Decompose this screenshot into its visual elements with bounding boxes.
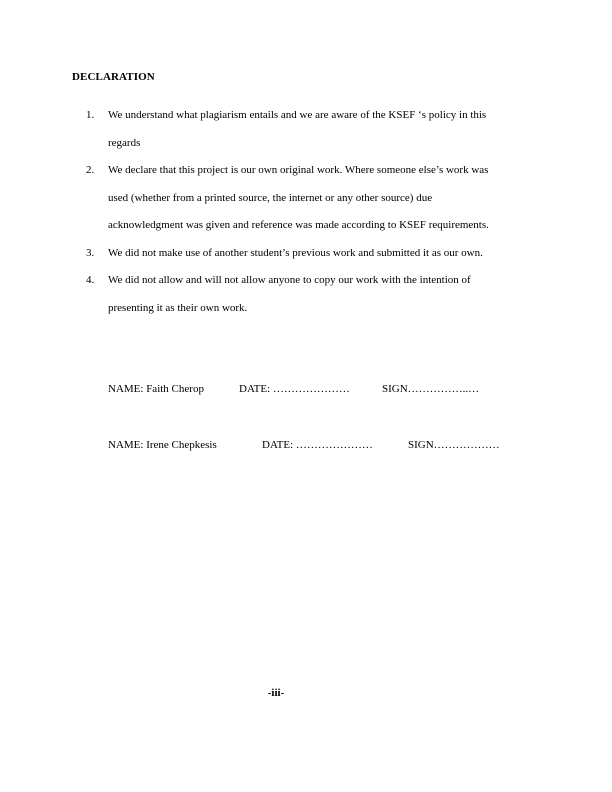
list-item-line: We understand what plagiarism entails and we are aware of the KSEF ‘s policy in this <box>108 109 487 121</box>
list-item-line: used (whether from a printed source, the internet or any other source) due <box>108 191 433 204</box>
declaration-list <box>86 102 536 322</box>
signature-row <box>108 439 500 487</box>
signatory-name: NAME: Irene Chepkesis <box>108 439 217 451</box>
date-field: DATE: ………………… <box>262 439 373 451</box>
list-item-line: regards <box>108 136 141 149</box>
list-item-line: presenting it as their own work. <box>108 301 248 314</box>
signatory-name: NAME: Faith Cherop <box>108 383 204 395</box>
list-item-line: We declare that this project is our own original work. Where someone else’s work was <box>108 164 489 176</box>
list-item <box>86 267 536 322</box>
list-item-number: 2. <box>86 164 95 176</box>
list-item <box>86 157 536 240</box>
page-title: DECLARATION <box>72 71 155 83</box>
list-item-line: We did not make use of another student’s previous work and submitted it as our own. <box>108 246 483 259</box>
list-item-number: 1. <box>86 109 95 121</box>
signature-row <box>108 383 480 431</box>
sign-field: SIGN……………..… <box>382 383 480 395</box>
list-item-line: acknowledgment was given and reference was made according to KSEF requirements. <box>108 219 489 231</box>
list-item-number: 4. <box>86 274 95 286</box>
sign-field: SIGN……………… <box>408 439 500 451</box>
list-item-line: We did not allow and will not allow anyone to copy our work with the intention of <box>108 274 471 286</box>
list-item <box>86 102 536 157</box>
list-item <box>86 240 536 268</box>
list-item-number: 3. <box>86 246 95 259</box>
date-field: DATE: ………………… <box>239 383 350 395</box>
page-number: -iii- <box>267 687 285 699</box>
